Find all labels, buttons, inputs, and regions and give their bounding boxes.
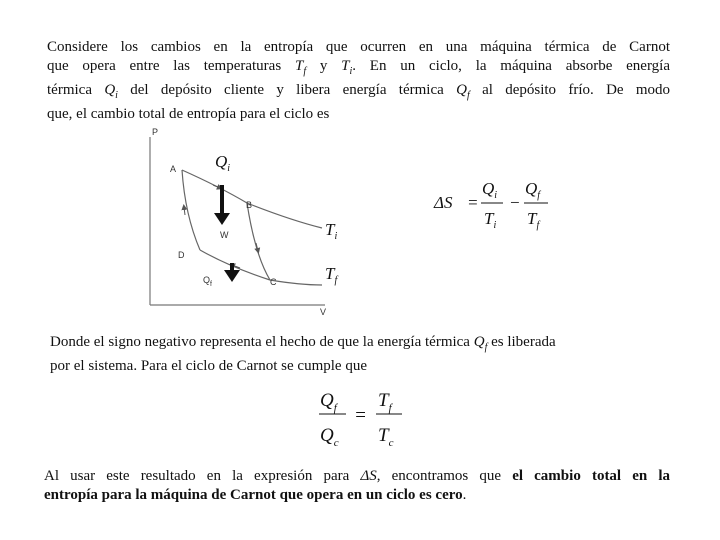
- heat-out-arrow-head: [224, 270, 240, 282]
- eq1-den2: $T_f$: [527, 209, 540, 231]
- intro-line-1: [47, 38, 670, 57]
- eq1-equals: =: [467, 193, 479, 212]
- intro-text-1: Considere los cambios en la entropía que ocurren en una máquina térmica de Carnot: [47, 39, 670, 55]
- intro-text-3-end: al depósito frío. De modo: [482, 82, 671, 98]
- heat-qi: $Q_i$: [104, 82, 118, 101]
- point-b-label: B: [246, 200, 253, 210]
- middle-text-2: por el sistema. Para el ciclo de Carnot se cumple que: [50, 358, 367, 374]
- point-d-label: D: [178, 250, 185, 260]
- point-a-label: A: [170, 164, 177, 174]
- intro-text-3-start: térmica: [47, 82, 92, 98]
- intro-text-2: que opera entre las temperaturas: [47, 58, 282, 74]
- eq2-den1: $Q_c$: [320, 425, 339, 449]
- intro-text-4: que, el cambio total de entropía para el ciclo es: [47, 106, 330, 122]
- eq2-num2: $T_f$: [378, 390, 392, 414]
- middle-text-1-end: es liberada: [491, 334, 556, 350]
- heat-in-arrow-head: [214, 213, 230, 225]
- eq2-num1: $Q_f$: [320, 390, 337, 414]
- conclusion-delta-s: ΔS: [360, 468, 377, 484]
- middle-text-1: Donde el signo negativo representa el hecho de que la energía térmica: [50, 334, 470, 350]
- entropy-equation: [430, 172, 570, 232]
- isotherm-ti-extension: [247, 203, 322, 228]
- qf-small-label: $Q_f$: [203, 275, 212, 288]
- middle-paragraph: [50, 333, 670, 376]
- temp-tf: $T_f$: [294, 58, 307, 77]
- adiabat-bc: [247, 203, 270, 280]
- tf-label: $T_f$: [325, 264, 338, 286]
- middle-line-1: [50, 333, 670, 357]
- conclusion-bold-2: entropía para la máquina de Carnot que opera en un ciclo es cero: [44, 487, 463, 503]
- point-c-label: C: [270, 277, 277, 287]
- conclusion-text-1: Al usar este resultado en la expresión para: [44, 468, 350, 484]
- intro-line-4: [47, 105, 670, 124]
- eq2-den2: $T_c$: [378, 425, 394, 449]
- intro-paragraph: [47, 38, 670, 124]
- intro-text-3-mid: del depósito cliente y libera energía térmica: [130, 82, 444, 98]
- carnot-ratio-equation: [312, 380, 422, 450]
- axis-p-label: P: [152, 127, 159, 137]
- work-label: W: [220, 230, 229, 240]
- isotherm-ab: [182, 170, 247, 203]
- conclusion-period: .: [462, 487, 467, 503]
- conclusion-line-2: [44, 486, 670, 505]
- direction-arrow-da: [184, 207, 185, 215]
- middle-qf: $Q_f$: [473, 334, 488, 353]
- eq1-num2: $Q_f$: [525, 179, 541, 201]
- direction-arrow-ab: [213, 185, 220, 188]
- conclusion-bold-1: el cambio total en la: [512, 468, 671, 484]
- eq1-delta-s: ΔS: [434, 193, 453, 212]
- pv-diagram: [140, 125, 360, 320]
- eq1-minus: −: [509, 193, 521, 212]
- heat-qf: $Q_f$: [456, 82, 470, 101]
- conclusion-paragraph: [44, 467, 670, 505]
- conclusion-line-1: [44, 467, 670, 486]
- intro-text-2-end: . En un ciclo, la máquina absorbe energía: [352, 58, 671, 74]
- eq1-num1: $Q_i$: [482, 179, 498, 201]
- axis-v-label: V: [320, 307, 327, 317]
- qi-label: $Q_i$: [215, 152, 231, 174]
- eq1-den1: $T_i$: [484, 209, 497, 231]
- intro-line-3: [47, 81, 670, 105]
- intro-line-2: [47, 57, 670, 81]
- isotherm-tf-extension: [270, 280, 322, 285]
- conjunction-y: y: [319, 58, 328, 74]
- temp-ti: $T_i$: [341, 58, 353, 77]
- ti-label: $T_i$: [325, 220, 338, 242]
- middle-line-2: [50, 357, 670, 376]
- conclusion-text-1-mid: , encontramos que: [376, 468, 502, 484]
- eq2-equals: =: [354, 405, 367, 426]
